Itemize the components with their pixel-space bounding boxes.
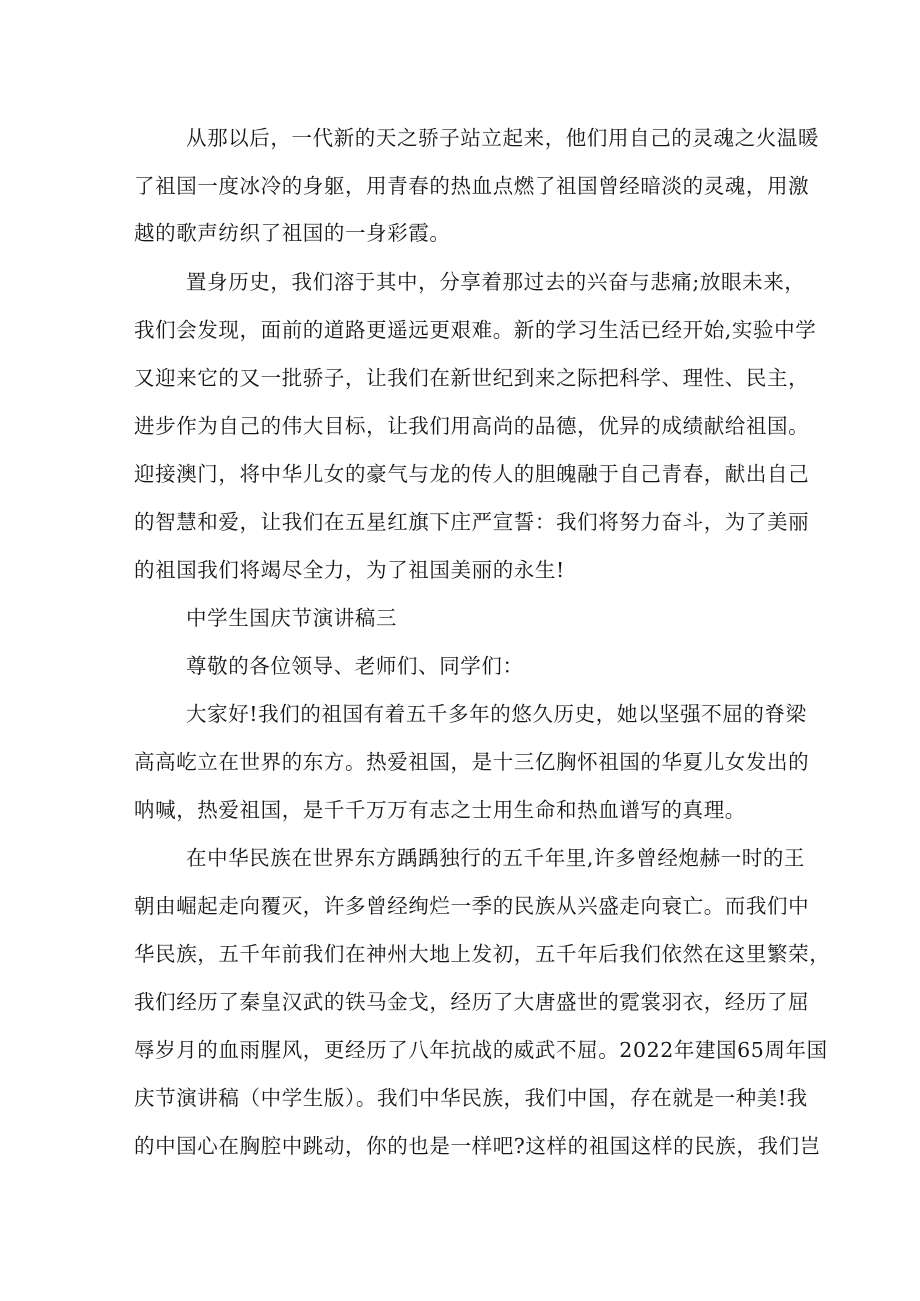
paragraph-line: 迎接澳门，将中华儿女的豪气与龙的传人的胆魄融于自己青春，献出自己: [134, 462, 810, 486]
paragraph-line: 高高屹立在世界的东方。热爱祖国，是十三亿胸怀祖国的华夏儿女发出的: [134, 750, 810, 774]
paragraph-line: 华民族，五千年前我们在神州大地上发初，五千年后我们依然在这里繁荣，: [134, 942, 831, 966]
paragraph-line: 的智慧和爱，让我们在五星红旗下庄严宣誓：我们将努力奋斗，为了美丽: [134, 510, 810, 534]
paragraph-line: 呐喊，热爱祖国，是千千万万有志之士用生命和热血谱写的真理。: [134, 798, 746, 822]
paragraph-line: 又迎来它的又一批骄子，让我们在新世纪到来之际把科学、理性、民主，: [134, 366, 810, 390]
section-heading: 中学生国庆节演讲稿三: [186, 606, 397, 630]
paragraph-line: 越的歌声纺织了祖国的一身彩霞。: [134, 221, 451, 245]
paragraph-line: 了祖国一度冰冷的身躯，用青春的热血点燃了祖国曾经暗淡的灵魂，用激: [134, 174, 810, 198]
paragraph-line: 的祖国我们将竭尽全力，为了祖国美丽的永生!: [134, 558, 565, 582]
salutation: 尊敬的各位领导、老师们、同学们：: [186, 654, 524, 678]
paragraph-line: 朝由崛起走向覆灭，许多曾经绚烂一季的民族从兴盛走向衰亡。而我们中: [134, 894, 810, 918]
paragraph-line: 我们经历了秦皇汉武的铁马金戈，经历了大唐盛世的霓裳羽衣，经历了屈: [134, 990, 810, 1014]
paragraph-line: 的中国心在胸腔中跳动，你的也是一样吧?这样的祖国这样的民族，我们岂: [134, 1134, 821, 1158]
paragraph-line: 我们会发现，面前的道路更遥远更艰难。新的学习生活已经开始,实验中学: [134, 318, 817, 342]
paragraph-line: 进步作为自己的伟大目标，让我们用高尚的品德，优异的成绩献给祖国。: [134, 414, 810, 438]
paragraph-line: 从那以后，一代新的天之骄子站立起来，他们用自己的灵魂之火温暖: [186, 126, 819, 150]
paragraph-line: 庆节演讲稿（中学生版）。我们中华民族，我们中国，存在就是一种美!我: [134, 1086, 808, 1110]
paragraph-line: 置身历史，我们溶于其中，分享着那过去的兴奋与悲痛;放眼未来，: [186, 270, 806, 294]
paragraph-line: 大家好!我们的祖国有着五千多年的悠久历史，她以坚强不屈的脊梁: [186, 702, 807, 726]
paragraph-line: 在中华民族在世界东方踽踽独行的五千年里,许多曾经炮赫一时的王: [186, 846, 806, 870]
paragraph-line: 辱岁月的血雨腥风，更经历了八年抗战的威武不屈。2022年建国65周年国: [134, 1038, 828, 1062]
